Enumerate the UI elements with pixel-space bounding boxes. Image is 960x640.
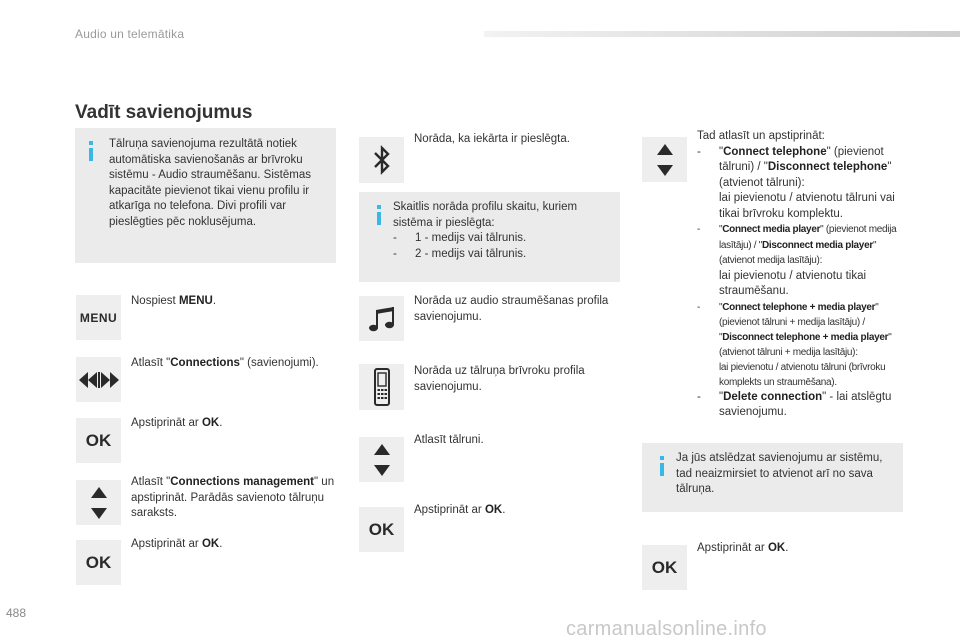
info-text: Tālruņa savienojuma rezultātā notiek automātiska savienošanās ar brīvroku sistēmu - Audio straumēšanu. Sistēmas kapacitāte pievienot tikai vienu profilu ir atkarīga no telefona. Divi profili var pieslēgties pēc noklusējuma. — [109, 138, 311, 228]
ok-button-icon: OK — [76, 418, 121, 463]
info-box-right — [642, 443, 903, 512]
info-icon-stem — [377, 212, 381, 225]
section-title: Vadīt savienojumus — [75, 102, 253, 123]
ok-button-icon: OK — [359, 507, 404, 552]
seek-arrows-icon — [76, 357, 121, 402]
confirm-text: Apstiprināt ar OK. — [697, 542, 789, 554]
ok-button-icon: OK — [642, 545, 687, 590]
step-text: Atlasīt "Connections" (savienojumi). — [131, 357, 319, 369]
option-connect-media-player: - "Connect media player" (pievienot medija lasītāju) / "Disconnect media player" (atvienot medija lasītāju): lai pievienotu / atvienotu tikai straumēšanu. — [697, 224, 897, 297]
menu-button-icon: MENU — [76, 295, 121, 340]
up-down-arrows-icon — [76, 480, 121, 525]
option-connect-telephone-media: - "Connect telephone + media player" (pievienot tālruni + medija lasītāju) / "Disconnect telephone + media player" (atvienot tālruni + medija lasītāju): lai pievienotu / atvienotu tālruni (brīvroku komplekts un straumēšana). — [697, 301, 892, 388]
step-text: Apstiprināt ar OK. — [131, 538, 223, 550]
page-number: 488 — [6, 606, 27, 620]
step-text: Apstiprināt ar OK. — [131, 417, 223, 429]
up-down-arrows-icon — [359, 437, 404, 482]
option-delete-connection: - "Delete connection" - lai atslēgtu savienojumu. — [697, 390, 892, 418]
phone-text: Norāda uz tālruņa brīvroku profila savienojumu. — [414, 365, 585, 393]
options-list: Tad atlasīt un apstiprināt: - "Connect telephone" (pievienot tālruni) / "Disconnect telephone" (atvienot tālruni): lai pievienotu / atvienotu tālruni vai tikai brīvroku komplektu. - "Connect media player" (pievienot medija lasītāju) / "Disconnect media player" (atvienot medija lasītāju): lai pievienotu / atvienotu tikai straumēšanu. - "Connect telephone + media player" (pievienot tālruni + medija lasītāju) / "Disconnect telephone + media player" (atvienot tālruni + medija lasītāju): lai pievienotu / atvienotu tālruni (brīvroku komplekts un straumēšana). - "Delete connection" - lai atslēgtu savienojumu. — [697, 129, 907, 421]
info-text: Ja jūs atslēdzat savienojumu ar sistēmu, tad neaizmirsiet to atvienot arī no sava tālruņa. — [676, 452, 883, 495]
info-icon — [89, 141, 93, 145]
option-connect-telephone: - "Connect telephone" (pievienot tālruni) / "Disconnect telephone" (atvienot tālruni): lai pievienotu / atvienotu tālruni vai tikai brīvroku komplektu. — [697, 145, 895, 220]
info-icon-stem — [89, 148, 93, 161]
step-text: Nospiest MENU. — [131, 295, 217, 307]
info-box-left — [75, 128, 336, 263]
music-note-icon — [359, 296, 404, 341]
ok-button-icon: OK — [76, 540, 121, 585]
step-text: Atlasīt "Connections management" un apstiprināt. Parādās savienoto tālruņu saraksts. — [131, 476, 335, 519]
watermark: carmanualsonline.info — [566, 618, 767, 640]
info-icon-stem — [660, 463, 664, 476]
confirm-text: Apstiprināt ar OK. — [414, 504, 506, 516]
up-down-arrows-icon — [642, 137, 687, 182]
info-box-middle — [359, 192, 620, 282]
info-icon — [660, 456, 664, 460]
info-text: Skaitlis norāda profilu skaitu, kuriem sistēma ir pieslēgta: - 1 - medijs vai tālrunis. - 2 - medijs vai tālrunis. — [393, 201, 578, 260]
chapter-title: Audio un telemātika — [75, 27, 185, 41]
header-rule — [484, 31, 960, 37]
bluetooth-text: Norāda, ka iekārta ir pieslēgta. — [414, 133, 570, 145]
music-text: Norāda uz audio straumēšanas profila savienojumu. — [414, 295, 609, 323]
info-icon — [377, 205, 381, 209]
bluetooth-icon — [359, 137, 404, 183]
phone-icon — [359, 364, 404, 410]
select-text: Atlasīt tālruni. — [414, 434, 484, 446]
